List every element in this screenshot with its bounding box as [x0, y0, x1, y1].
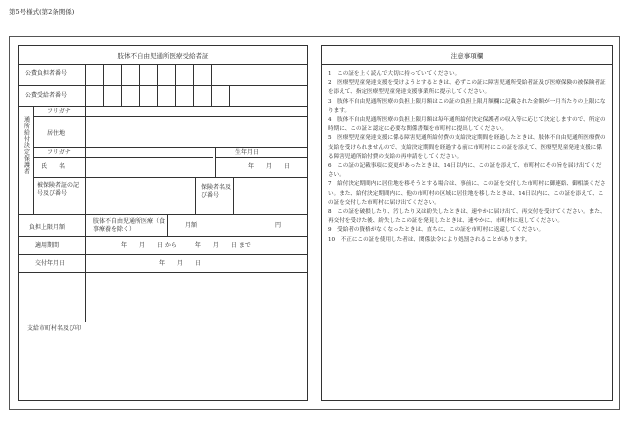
col-divider: [233, 177, 234, 214]
issue-date-label: 交付年月日: [35, 260, 66, 267]
col-divider: [33, 106, 34, 214]
digit-box: [103, 64, 104, 85]
row-divider: [19, 272, 307, 273]
recipient-no-label: 公費受給者番号: [25, 92, 68, 99]
name-label: 氏 名: [41, 163, 66, 170]
notice-item: 1 この証を上く読んで大切に持っていてください。: [328, 71, 461, 77]
col-divider: [195, 177, 196, 214]
period-label: 適用期間: [35, 242, 60, 249]
address-label: 居住地: [47, 130, 66, 137]
furigana-label-name: フリガナ: [47, 149, 71, 156]
guardian-group-label: 通所給付決定保護者: [22, 116, 30, 175]
digit-box: [175, 85, 176, 106]
notice-panel: [321, 45, 613, 401]
col-divider: [85, 214, 86, 322]
digit-box: [175, 64, 176, 85]
row-divider: [19, 214, 307, 215]
row-divider: [19, 106, 307, 107]
period-value: 年 月 日 から 年 月 日 まで: [121, 242, 251, 249]
digit-box: [211, 85, 212, 106]
digit-box: [193, 85, 194, 106]
furigana-label-address: フリガナ: [47, 108, 71, 115]
row-divider: [33, 177, 307, 178]
row-divider: [33, 157, 213, 158]
issue-date-value: 年 月 日: [159, 260, 202, 267]
digit-box: [103, 85, 104, 106]
digit-box: [193, 64, 194, 85]
yen-label: 円: [275, 222, 282, 229]
digit-box: [121, 85, 122, 106]
notice-item: 4 肢体不自由児通所医療の負担上限月額は毎年通所給付決定保護者の収入等に応じて決定しますので、所定の時期に、この証と認定に必要な関係書類を市町村に提出してください。: [328, 117, 606, 133]
col-divider: [215, 147, 216, 177]
notice-item: 9 受給者の資格がなくなったときは、直ちに、この証を市町村に返還してください。: [328, 227, 545, 234]
birthdate-label: 生年月日: [235, 149, 260, 156]
row-divider: [19, 64, 307, 65]
col-divider: [85, 106, 86, 214]
row-divider: [19, 254, 307, 255]
notice-title: 注意事項欄: [450, 52, 484, 60]
public-payer-no-label: 公費負担者番号: [25, 70, 68, 77]
row-divider: [33, 116, 307, 117]
digit-box: [211, 64, 212, 85]
notice-item: 6 この証の記載事項に変更があったときは、14日以内に、この証を添えて、市町村にその旨を届け出てください。: [328, 163, 602, 179]
insurance-no-label: 被保険者証の記号及び番号: [37, 182, 80, 197]
row-divider: [19, 85, 307, 86]
notice-item: 5 医療型児童発達支援に係る障害児通所給付費の支給決定期間を経過したときは、肢体不自由児通所医療費の支給を受けられませんので、支給決定期間を経過する前に市町村にこの証を添えて、医療型児童発達支援に係る障害児通所給付費の支給の再申請をしてください。: [328, 135, 606, 160]
col-divider: [167, 214, 168, 236]
notice-item: 3 肢体不自由児通所医療の負担上限月額はこの証の負担上限月額欄に記載された金額が一月当たりの上限になります。: [328, 98, 606, 114]
digit-box: [121, 64, 122, 85]
notice-item: 10 不正にこの証を使用した者は、関係法令により処罰されることがあります。: [328, 236, 531, 243]
digit-box: [157, 64, 158, 85]
notice-item: 2 医療型児童発達支援を受けようとするときは、必ずこの証に障害児通所受給者証及び医療保険の被保険者証を添えて、指定医療型児童発達支援事業所に提示してください。: [328, 80, 606, 96]
limit-label: 負担上限月額: [29, 224, 66, 231]
notice-item: 7 給付決定期間内に居住地を移そうとする場合は、事前に、この証を交付した市町村に御連絡、御相談ください。また、給付決定期間内に、他の市町村の区域に居住地を移したときは、14日以内に、この証を添えて、この証を交付した市町村に届け出てください。: [328, 181, 606, 206]
certificate-panel: [18, 45, 308, 401]
notice-list: [328, 70, 606, 245]
digit-box: [157, 85, 158, 106]
monthly-label: 月額: [185, 222, 198, 229]
insurer-label: 保険者名及び番号: [201, 184, 232, 199]
limit-description: 肢体不自由児通所医療（食事療養を除く）: [93, 218, 166, 233]
row-divider: [19, 236, 307, 237]
digit-box: [139, 85, 140, 106]
municipality-label: 支給市町村名及び印: [27, 325, 82, 332]
notice-item: 8 この証を破損したり、汚したり又は紛失したときは、速やかに届け出て、再交付を受けてください。また、再交付を受けた後、紛失したこの証を発見したときは、速やかに、市町村に返してください。: [328, 209, 606, 225]
row-divider: [33, 147, 307, 148]
row-divider: [215, 157, 307, 158]
row-divider: [322, 64, 612, 65]
certificate-title: 肢体不自由児通所医療受給者証: [117, 52, 209, 60]
digit-box: [139, 64, 140, 85]
birthdate-value: 年 月 日: [248, 163, 291, 170]
digit-box: [229, 85, 230, 106]
form-number-label: 第5号様式(第2条関係): [9, 8, 75, 16]
